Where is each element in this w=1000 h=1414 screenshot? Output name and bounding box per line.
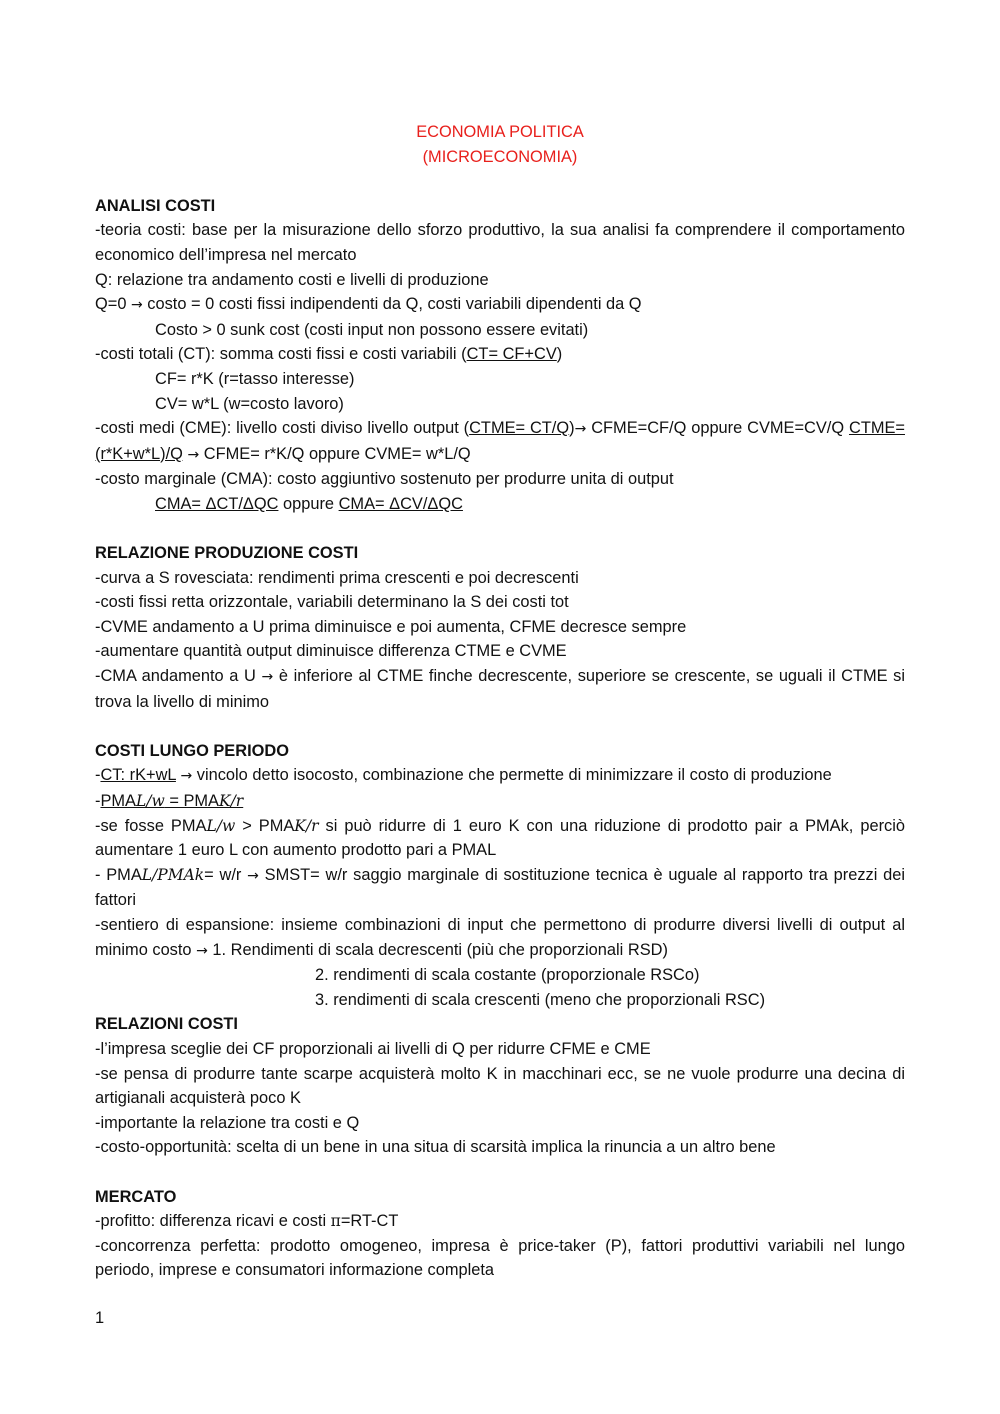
text-run: = PMA bbox=[164, 792, 219, 811]
paragraph bbox=[95, 342, 905, 367]
section-heading-relazioni-costi: RELAZIONI COSTI bbox=[95, 1015, 238, 1034]
math-fraction: K/r bbox=[219, 792, 244, 811]
text-run: è inferiore al CTME finche decrescente, superiore se crescente, se uguali il CTME si trova la livello di minimo bbox=[95, 667, 906, 711]
formula-cma-1: CMA= ΔCT/ΔQC bbox=[155, 494, 279, 513]
spacer bbox=[95, 517, 905, 542]
text-run: -sentiero di espansione: insieme combinazioni di input che permettono di produrre diversi livelli di output al minimo costo bbox=[95, 916, 905, 959]
text-run: 1. Rendimenti di scala decrescenti (più che proporzionali RSD) bbox=[207, 940, 668, 959]
spacer bbox=[95, 714, 905, 739]
text-run: costo = 0 costi fissi indipendenti da Q, costi variabili dipendenti da Q bbox=[142, 295, 642, 314]
paragraph: -aumentare quantità output diminuisce differenza CTME e CVME bbox=[95, 642, 567, 661]
text-run: = w/r bbox=[204, 865, 242, 884]
text-run: - PMA bbox=[95, 865, 142, 884]
paragraph: -importante la relazione tra costi e Q bbox=[95, 1113, 360, 1132]
pi-symbol: π bbox=[330, 1212, 341, 1231]
title-line-2: (MICROECONOMIA) bbox=[422, 147, 578, 166]
paragraph bbox=[95, 1209, 905, 1234]
arrow-right-icon: → bbox=[247, 867, 259, 884]
paragraph: Costo > 0 sunk cost (costi input non possono essere evitati) bbox=[155, 320, 589, 339]
arrow-right-icon: → bbox=[187, 446, 200, 463]
paragraph: -CVME andamento a U prima diminuisce e poi aumenta, CFME decresce sempre bbox=[95, 617, 687, 636]
page-number: 1 bbox=[95, 1309, 105, 1327]
paragraph bbox=[95, 913, 905, 963]
text-run: -CMA andamento a U bbox=[95, 667, 256, 686]
paragraph: -se pensa di produrre tante scarpe acquisterà molto K in macchinari ecc, se ne vuole produrre una decina di artigianali acquisterà poco K bbox=[95, 1064, 905, 1108]
text-run: > PMA bbox=[235, 816, 295, 835]
text-run: si può ridurre di 1 euro K con una riduzione di prodotto pair a PMAk, perciò aumentare 1 euro L con aumento prodotto pari a PMAL bbox=[95, 816, 905, 860]
text-run: - bbox=[95, 766, 101, 785]
arrow-right-icon: → bbox=[196, 942, 208, 959]
paragraph: -costo-opportunità: scelta di un bene in una situa di scarsità implica la rinuncia a un altro bene bbox=[95, 1138, 776, 1157]
section-heading-costi-lungo-periodo: COSTI LUNGO PERIODO bbox=[95, 741, 289, 760]
paragraph: -teoria costi: base per la misurazione dello sforzo produttivo, la sua analisi fa comprendere il comportamento economico dell’impresa nel mercato bbox=[95, 221, 905, 264]
arrow-right-icon: → bbox=[180, 768, 193, 785]
math-fraction: K/r bbox=[294, 816, 319, 835]
formula-isocosto: CT: rK+wL bbox=[100, 766, 176, 785]
paragraph bbox=[95, 416, 905, 467]
formula-ctme-expanded: CTME=(r*K+w*L)/Q bbox=[95, 419, 905, 463]
list-item: 2. rendimenti di scala costante (proporzionale RSCo) bbox=[315, 966, 700, 985]
paragraph: CF= r*K (r=tasso interesse) bbox=[155, 369, 355, 388]
section-heading-mercato: MERCATO bbox=[95, 1187, 177, 1206]
arrow-right-icon: → bbox=[261, 669, 274, 686]
paragraph bbox=[95, 763, 905, 789]
paragraph bbox=[95, 863, 905, 913]
list-item: 3. rendimenti di scala crescenti (meno che proporzionali RSC) bbox=[315, 990, 766, 1009]
math-fraction: L/PMAk bbox=[141, 865, 205, 884]
section-heading-relazione-produzione-costi: RELAZIONE PRODUZIONE COSTI bbox=[95, 544, 359, 563]
math-fraction: L/w bbox=[136, 792, 165, 811]
paragraph bbox=[95, 292, 905, 318]
paragraph: -costo marginale (CMA): costo aggiuntivo sostenuto per produrre unita di output bbox=[95, 470, 674, 489]
paragraph: Q: relazione tra andamento costi e livelli di produzione bbox=[95, 270, 489, 289]
text-run: oppure bbox=[278, 494, 339, 513]
text-run: -se fosse PMA bbox=[95, 816, 207, 835]
text-run: -costi totali (CT): somma costi fissi e costi variabili ( bbox=[95, 345, 467, 364]
text-run: -profitto: differenza ricavi e costi bbox=[95, 1212, 331, 1231]
math-fraction: L/w bbox=[206, 816, 236, 835]
paragraph bbox=[95, 789, 905, 814]
paragraph: CV= w*L (w=costo lavoro) bbox=[155, 394, 344, 413]
formula-cma-2: CMA= ΔCV/ΔQC bbox=[338, 494, 463, 513]
paragraph bbox=[95, 492, 905, 517]
paragraph bbox=[95, 814, 905, 863]
arrow-right-icon: → bbox=[131, 297, 143, 314]
paragraph: -l’impresa sceglie dei CF proporzionali ai livelli di Q per ridurre CFME e CME bbox=[95, 1039, 651, 1058]
text-run: ) bbox=[556, 345, 563, 364]
arrow-right-icon: → bbox=[574, 421, 587, 438]
section-heading-analisi-costi: ANALISI COSTI bbox=[95, 196, 216, 215]
spacer bbox=[95, 169, 905, 194]
text-run: ) bbox=[569, 419, 575, 438]
title-line-1: ECONOMIA POLITICA bbox=[416, 123, 584, 141]
spacer bbox=[95, 1160, 905, 1185]
paragraph: -curva a S rovesciata: rendimenti prima crescenti e poi decrescenti bbox=[95, 568, 579, 587]
formula-ct: CT= CF+CV bbox=[466, 345, 557, 364]
text-run: CFME=CF/Q oppure CVME=CV/Q bbox=[586, 419, 849, 438]
text-run: -costi medi (CME): livello costi diviso livello output ( bbox=[95, 419, 470, 438]
text-run: PMA bbox=[100, 792, 136, 811]
paragraph: -costi fissi retta orizzontale, variabili determinano la S dei costi tot bbox=[95, 593, 569, 612]
text-run: - bbox=[95, 792, 101, 811]
formula-ctme: CTME= CT/Q bbox=[469, 419, 570, 438]
text-run: Q=0 bbox=[95, 295, 127, 314]
text-run: vincolo detto isocosto, combinazione che permette di minimizzare il costo di produzione bbox=[192, 766, 832, 785]
paragraph bbox=[95, 664, 905, 714]
text-run: =RT-CT bbox=[340, 1212, 399, 1231]
text-run: CFME= r*K/Q oppure CVME= w*L/Q bbox=[199, 444, 471, 463]
document-page bbox=[95, 120, 905, 1283]
text-run: SMST= w/r saggio marginale di sostituzione tecnica è uguale al rapporto tra prezzi dei fattori bbox=[95, 865, 905, 910]
paragraph: -concorrenza perfetta: prodotto omogeneo, impresa è price-taker (P), fattori produttivi variabili nel lungo periodo, imprese e consumatori informazione completa bbox=[95, 1236, 905, 1280]
